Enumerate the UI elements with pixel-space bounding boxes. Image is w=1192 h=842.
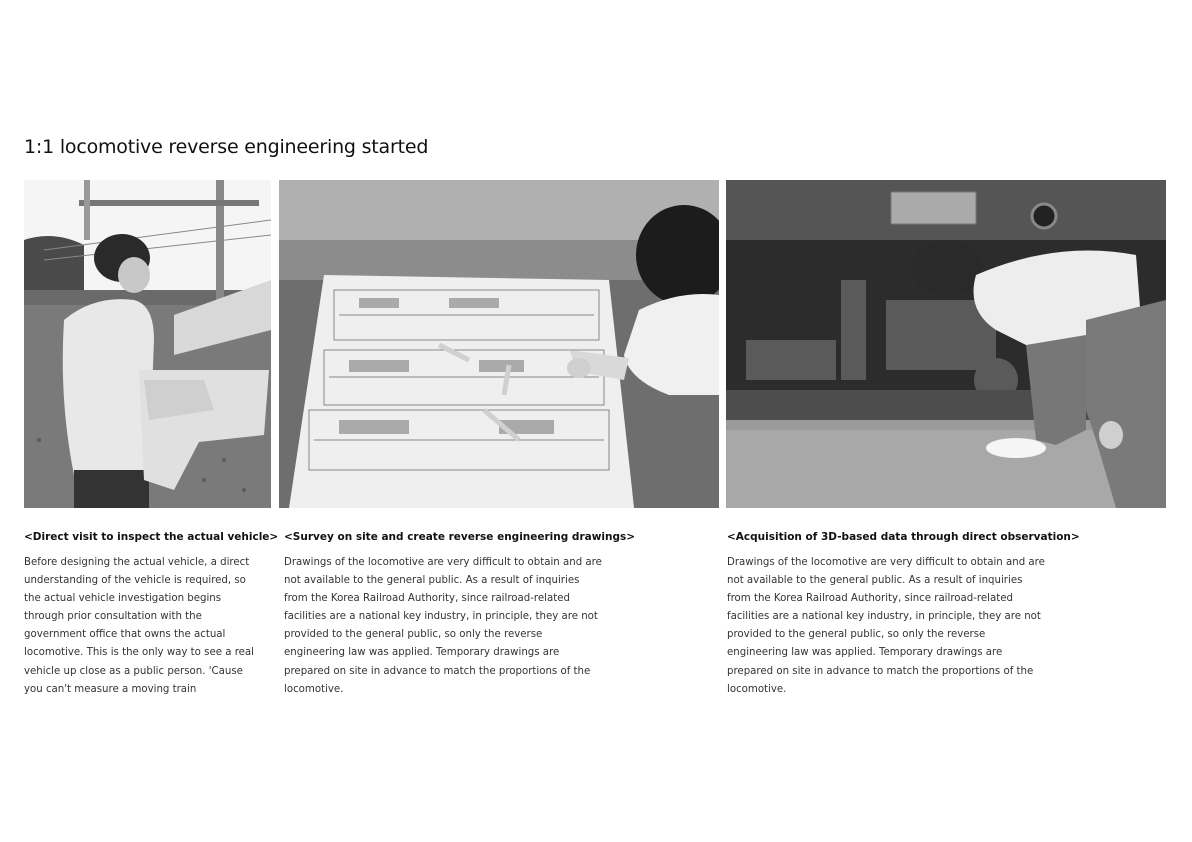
caption-3d-data-observation: <Acquisition of 3D-based data through direct observation> <box>727 531 1080 543</box>
body-3d-data-observation: Drawings of the locomotive are very difficult to obtain and are not available to the general public. As a result of inquiries from the Korea Railroad Authority, since railroad-related facilities are a national key industry, in principle, they are not provided to the general public, so only the reverse engineering law was applied. Temporary drawings are prepared on site in advance to match the proportions of the locomotive. <box>727 557 1045 695</box>
photo-3d-data-observation <box>726 180 1166 508</box>
body-reverse-engineering-drawings: Drawings of the locomotive are very difficult to obtain and are not available to the general public. As a result of inquiries from the Korea Railroad Authority, since railroad-related facilities are a national key industry, in principle, they are not provided to the general public, so only the reverse engineering law was applied. Temporary drawings are prepared on site in advance to match the proportions of the locomotive. <box>284 557 602 695</box>
caption-reverse-engineering-drawings: <Survey on site and create reverse engineering drawings> <box>284 531 636 543</box>
photo-vehicle-inspection <box>24 180 271 508</box>
caption-vehicle-inspection: <Direct visit to inspect the actual vehicle> <box>24 531 279 543</box>
body-vehicle-inspection: Before designing the actual vehicle, a direct understanding of the vehicle is required, so the actual vehicle investigation begins through prior consultation with the government office that owns the actual locomotive. This is the only way to see a real vehicle up close as a public person. 'Cause you can't measure a moving train <box>24 557 255 695</box>
page-title: 1:1 locomotive reverse engineering started <box>24 136 429 158</box>
photo-reverse-engineering-drawings <box>279 180 719 508</box>
